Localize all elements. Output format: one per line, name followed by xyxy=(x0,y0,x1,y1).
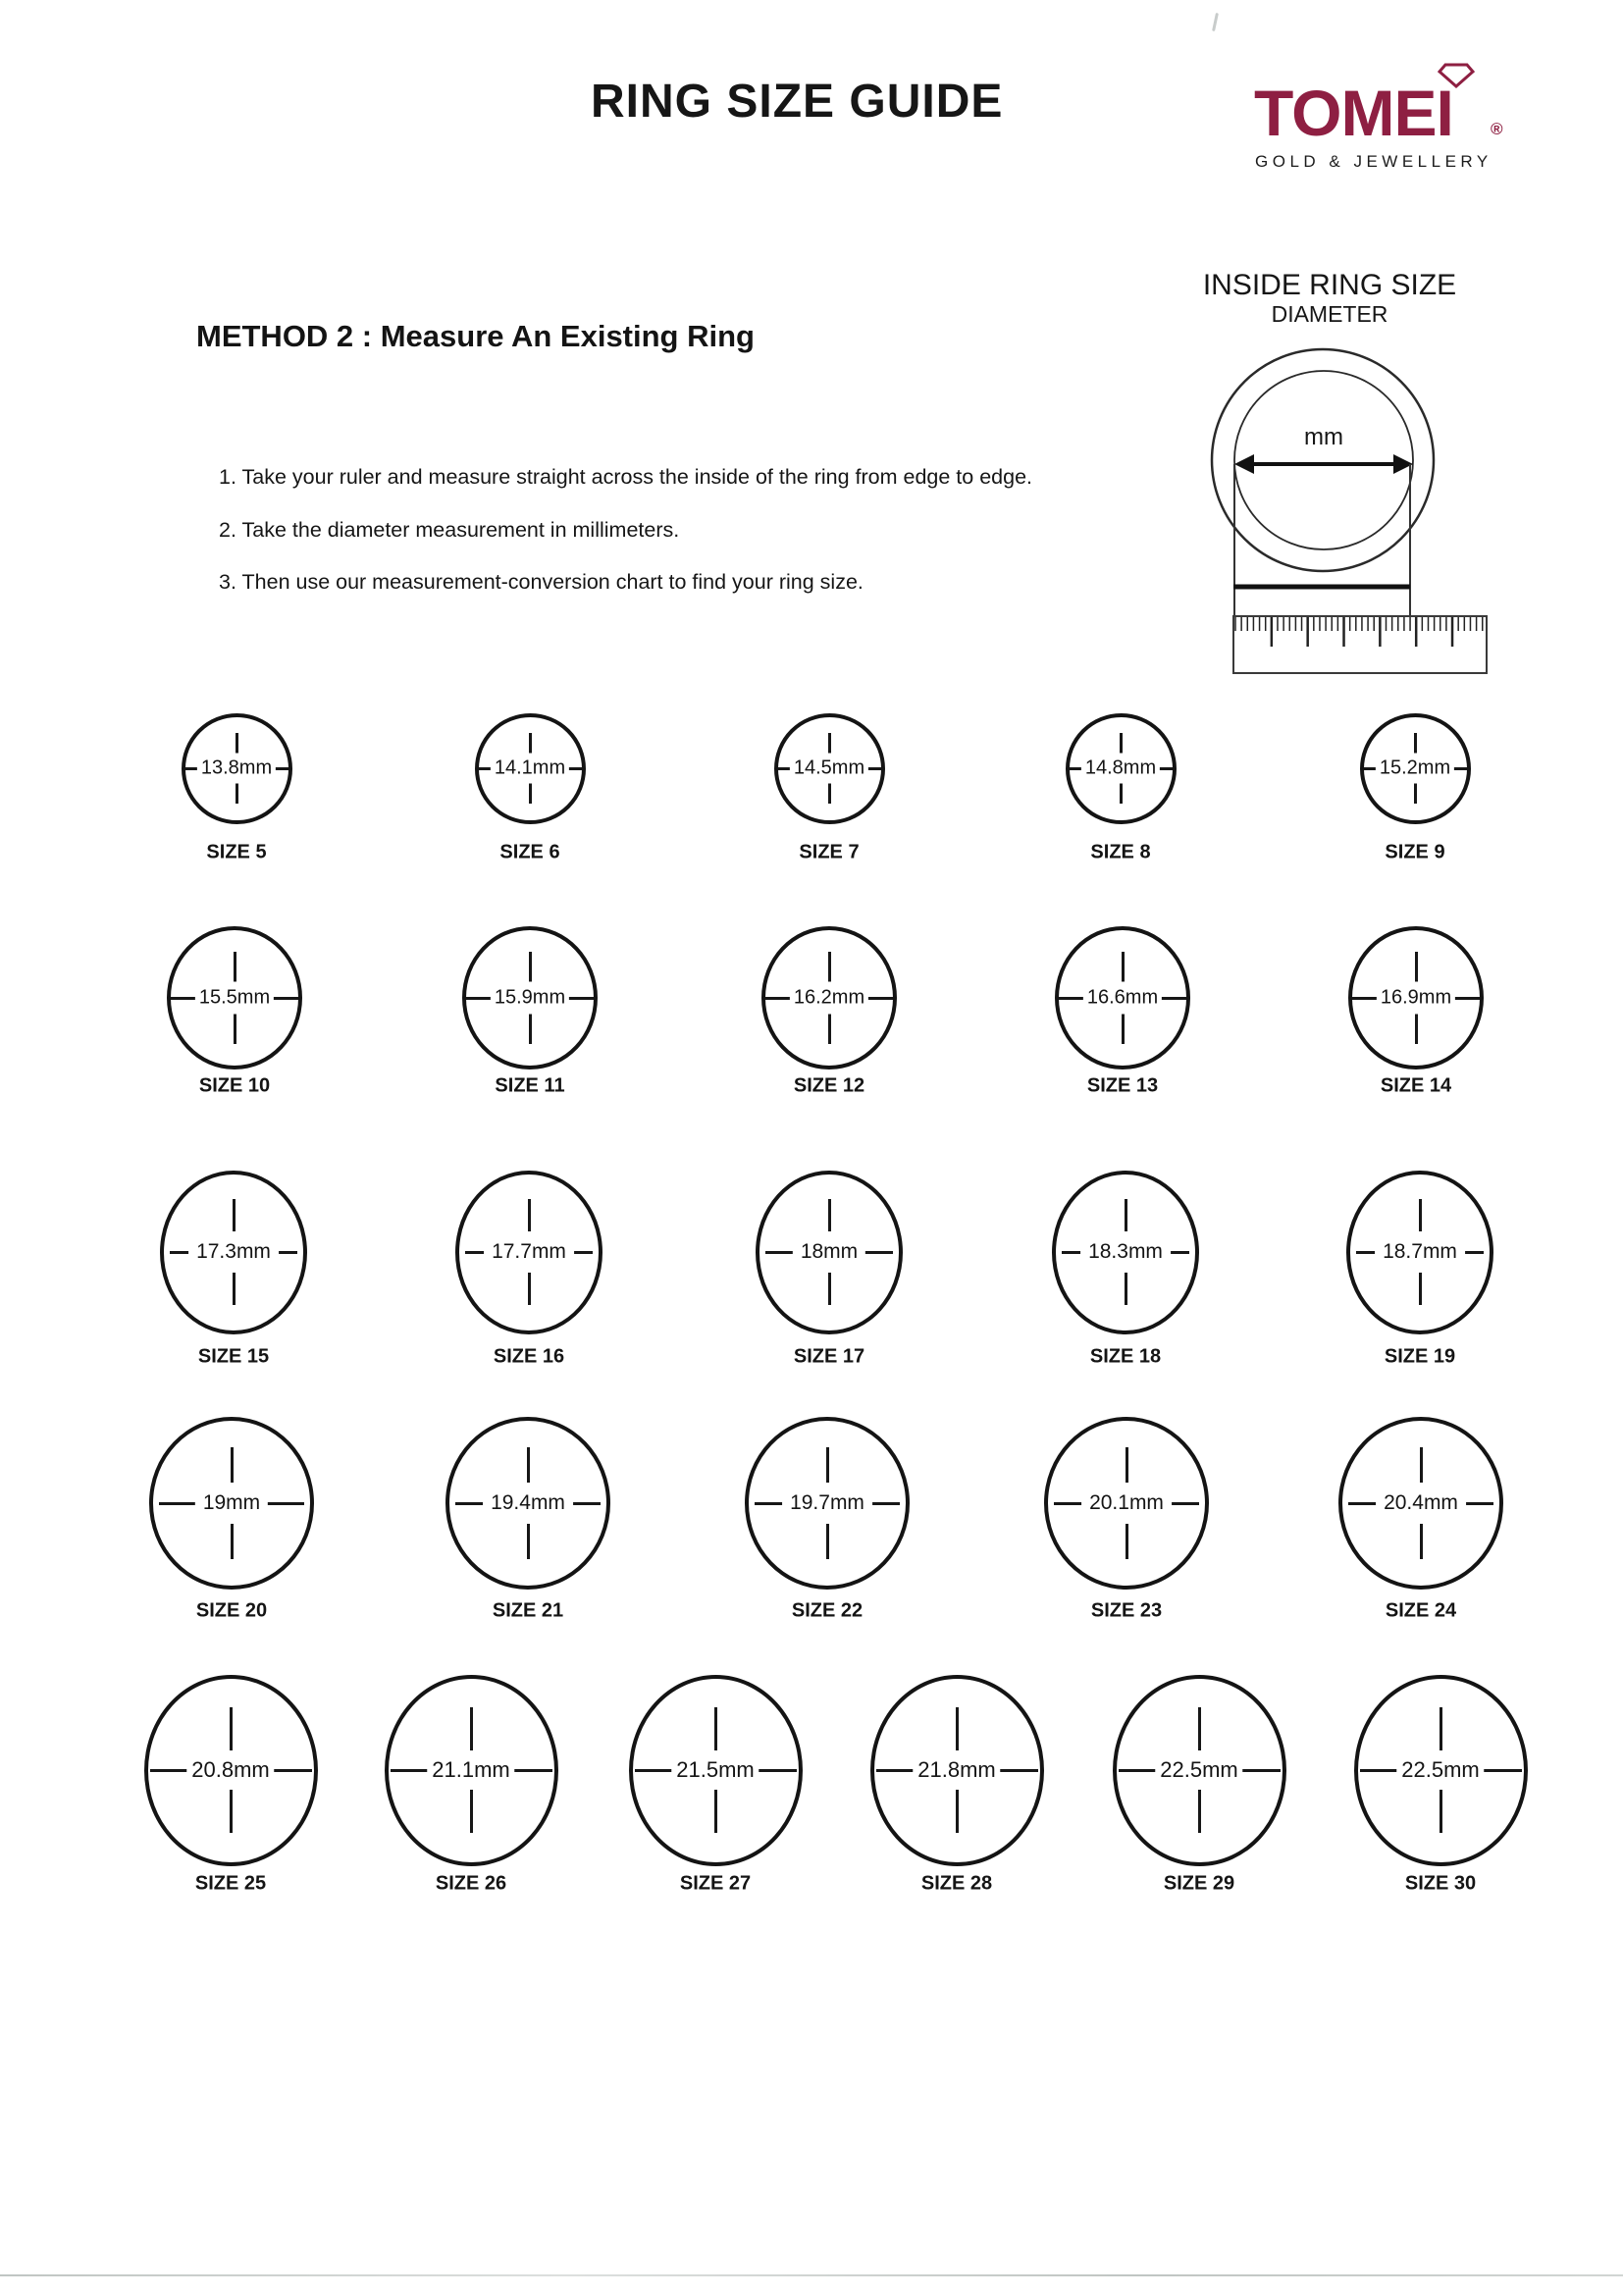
scan-artifact-mark xyxy=(1212,13,1219,31)
ring-circle xyxy=(167,926,302,1070)
ring-diameter-label: 21.8mm xyxy=(913,1750,1000,1790)
ring-size-label: SIZE 6 xyxy=(499,841,560,863)
ring-circle xyxy=(149,1417,314,1590)
ring-circle xyxy=(462,926,598,1070)
brand-logo xyxy=(1254,55,1517,173)
ring-diameter-label: 14.5mm xyxy=(790,754,868,784)
ring-diameter-label: 14.8mm xyxy=(1081,754,1160,784)
ring-circle xyxy=(1346,1171,1493,1334)
diagram-unit-label: mm xyxy=(1304,424,1343,450)
method-step-3: 3. Then use our measurement-conversion chart to find your ring size. xyxy=(219,570,864,594)
ring-circle xyxy=(385,1675,558,1866)
ring-size-label: SIZE 22 xyxy=(791,1599,864,1622)
ring-circle xyxy=(629,1675,803,1866)
ring-circle xyxy=(1348,926,1484,1070)
ring-circle xyxy=(1066,713,1177,824)
ring-size-label: SIZE 10 xyxy=(198,1074,271,1097)
ring-size-label: SIZE 7 xyxy=(799,841,860,863)
ring-size-label: SIZE 19 xyxy=(1384,1345,1456,1368)
ring-circle xyxy=(475,713,586,824)
ring-circle xyxy=(1360,713,1471,824)
ring-circle xyxy=(745,1417,910,1590)
method-heading: METHOD 2 : Measure An Existing Ring xyxy=(196,319,755,353)
ring-circle xyxy=(1055,926,1190,1070)
page-title: RING SIZE GUIDE xyxy=(591,76,1004,128)
brand-name: TOMEI xyxy=(1254,77,1453,149)
ring-size-label: SIZE 29 xyxy=(1163,1872,1235,1895)
ring-circle xyxy=(774,713,885,824)
ring-diameter-label: 18mm xyxy=(793,1231,865,1273)
ring-size-label: SIZE 5 xyxy=(206,841,267,863)
ring-size-label: SIZE 17 xyxy=(793,1345,865,1368)
ring-diameter-label: 21.1mm xyxy=(427,1750,514,1790)
ring-circle xyxy=(1052,1171,1199,1334)
diagram-subtitle: DIAMETER xyxy=(1271,301,1388,327)
ring-diameter-label: 19.4mm xyxy=(483,1483,573,1524)
ring-size-label: SIZE 25 xyxy=(194,1872,267,1895)
ring-size-label: SIZE 11 xyxy=(495,1074,565,1097)
ring-diameter-label: 16.2mm xyxy=(790,982,868,1015)
brand-tagline: GOLD & JEWELLERY xyxy=(1255,152,1492,171)
ring-diameter-label: 15.5mm xyxy=(195,982,274,1015)
ring-diameter-illustration xyxy=(1207,343,1501,685)
ring-size-label: SIZE 8 xyxy=(1090,841,1151,863)
ring-diameter-label: 18.7mm xyxy=(1375,1231,1465,1273)
ring-diameter-label: 16.9mm xyxy=(1377,982,1455,1015)
ring-diameter-label: 21.5mm xyxy=(671,1750,759,1790)
ring-diameter-label: 20.4mm xyxy=(1376,1483,1466,1524)
ring-circle xyxy=(144,1675,318,1866)
ring-size-label: SIZE 15 xyxy=(197,1345,270,1368)
ring-diameter-label: 19.7mm xyxy=(782,1483,872,1524)
ring-diameter-label: 22.5mm xyxy=(1155,1750,1242,1790)
ring-diameter-label: 14.1mm xyxy=(491,754,569,784)
ring-diameter-label: 19mm xyxy=(195,1483,268,1524)
ring-size-label: SIZE 13 xyxy=(1086,1074,1159,1097)
ring-circle xyxy=(1338,1417,1503,1590)
ring-circle xyxy=(455,1171,602,1334)
ring-circle xyxy=(761,926,897,1070)
registered-trademark: ® xyxy=(1491,120,1503,138)
method-step-2: 2. Take the diameter measurement in millimeters. xyxy=(219,518,680,542)
ring-diameter-label: 15.2mm xyxy=(1376,754,1454,784)
ring-diameter-label: 15.9mm xyxy=(491,982,569,1015)
ring-diameter-label: 17.7mm xyxy=(484,1231,574,1273)
ring-size-label: SIZE 23 xyxy=(1090,1599,1163,1622)
ring-circle xyxy=(160,1171,307,1334)
ring-size-label: SIZE 21 xyxy=(492,1599,564,1622)
ring-size-label: SIZE 20 xyxy=(195,1599,268,1622)
ring-circle xyxy=(445,1417,610,1590)
method-step-1: 1. Take your ruler and measure straight across the inside of the ring from edge to edge. xyxy=(219,465,1033,489)
ring-size-label: SIZE 14 xyxy=(1380,1074,1452,1097)
ring-size-label: SIZE 9 xyxy=(1385,841,1445,863)
ring-diameter-label: 20.1mm xyxy=(1081,1483,1172,1524)
ring-size-label: SIZE 28 xyxy=(920,1872,993,1895)
diagram-title: INSIDE RING SIZE xyxy=(1202,269,1457,301)
ring-circle xyxy=(182,713,292,824)
page-bottom-rule xyxy=(0,2274,1623,2276)
ring-circle xyxy=(870,1675,1044,1866)
ring-size-label: SIZE 26 xyxy=(435,1872,507,1895)
ring-inner-circle xyxy=(1234,371,1413,549)
ring-diameter-label: 20.8mm xyxy=(186,1750,274,1790)
ring-size-label: SIZE 16 xyxy=(493,1345,565,1368)
ring-size-label: SIZE 27 xyxy=(679,1872,752,1895)
ring-diameter-label: 22.5mm xyxy=(1396,1750,1484,1790)
ring-diameter-label: 13.8mm xyxy=(197,754,276,784)
ring-diameter-label: 16.6mm xyxy=(1083,982,1162,1015)
ring-circle xyxy=(756,1171,903,1334)
ring-size-label: SIZE 30 xyxy=(1404,1872,1477,1895)
ring-diameter-label: 18.3mm xyxy=(1080,1231,1171,1273)
ring-size-label: SIZE 18 xyxy=(1089,1345,1162,1368)
diameter-arrow xyxy=(1234,454,1413,474)
ring-diameter-label: 17.3mm xyxy=(188,1231,279,1273)
ring-circle xyxy=(1354,1675,1528,1866)
ring-circle xyxy=(1113,1675,1286,1866)
ring-size-label: SIZE 12 xyxy=(793,1074,865,1097)
ring-size-label: SIZE 24 xyxy=(1385,1599,1457,1622)
ring-circle xyxy=(1044,1417,1209,1590)
